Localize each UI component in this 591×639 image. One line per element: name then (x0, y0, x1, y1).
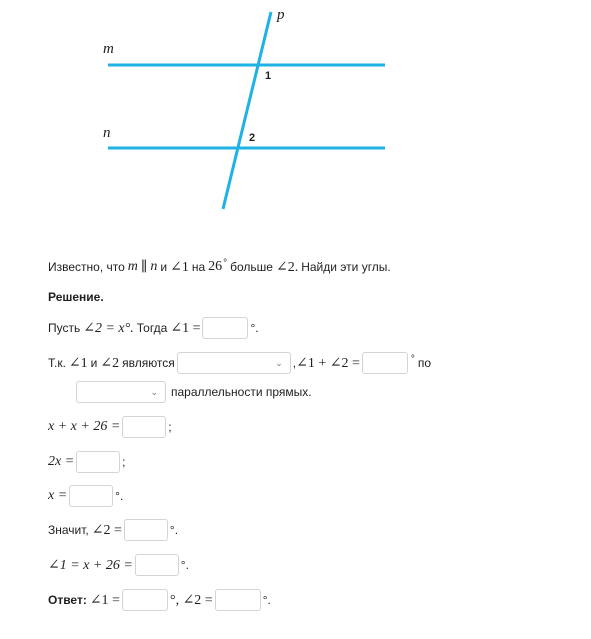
line1-text-1: Пусть (48, 321, 81, 335)
solution-line-2 (48, 351, 431, 375)
answer-label: Ответ: (48, 593, 87, 607)
solution-line-8 (48, 553, 189, 577)
angle-sum-input[interactable] (362, 352, 408, 374)
parallel-lines-figure (0, 0, 591, 230)
line8-equation: ∠1 = x + 26 = (48, 557, 133, 573)
line2-sum: ∠1 + ∠2 = (296, 355, 360, 371)
sum-equation-input[interactable] (122, 416, 166, 438)
line8-end: °. (180, 558, 189, 572)
var-n: n (150, 259, 158, 274)
line4-equation: x + x + 26 = (48, 419, 121, 434)
statement-text-5: Найди эти углы. (301, 260, 391, 274)
answer-angle-1: ∠1 = (89, 592, 120, 608)
solution-line-6 (48, 484, 123, 508)
statement-text-3: на (191, 260, 206, 274)
line2-text-2: и (90, 356, 98, 370)
angle-1-result-input[interactable] (135, 554, 179, 576)
line2-text-1: Т.к. (48, 356, 66, 370)
angle-type-select[interactable] (177, 352, 291, 374)
line3-text: параллельности прямых. (171, 385, 312, 399)
solution-line-7 (48, 518, 178, 542)
line2-angle-2: ∠2 (100, 355, 120, 371)
line6-equation: x = (48, 488, 68, 503)
line5-end: ; (122, 455, 126, 469)
property-select[interactable] (76, 381, 166, 403)
line2-text-4: по (417, 356, 432, 370)
line7-text: Значит, (48, 523, 89, 537)
line2-degree: ° (410, 353, 415, 365)
chevron-down-icon: ⌄ (150, 386, 158, 397)
chevron-down-icon: ⌄ (275, 357, 283, 368)
line2-angle-1: ∠1 (68, 355, 88, 371)
line2-text-3: являются (122, 356, 175, 370)
line4-end: ; (168, 420, 172, 434)
parallel-symbol: ∥ (140, 259, 148, 275)
angle-2-symbol: ∠2. (275, 259, 299, 275)
label-p: p (277, 7, 285, 23)
line7-equation: ∠2 = (91, 522, 122, 538)
line1-text-2: Тогда (136, 321, 168, 335)
line6-end: °. (115, 489, 124, 503)
statement-text-1: Известно, что (48, 260, 125, 274)
answer-angle-2-input[interactable] (215, 589, 261, 611)
problem-statement (48, 255, 391, 279)
answer-end: °. (262, 593, 271, 607)
answer-line (48, 588, 271, 612)
x-value-input[interactable] (69, 485, 113, 507)
label-n: n (103, 125, 111, 141)
solution-title: Решение. (48, 290, 104, 304)
var-m: m (127, 259, 138, 274)
solution-line-3 (48, 380, 312, 404)
solution-line-1 (48, 316, 259, 340)
line1-equation: ∠2 = x°. (83, 320, 134, 336)
label-m: m (103, 41, 114, 57)
line5-equation: 2x = (48, 454, 75, 469)
answer-angle-1-input[interactable] (122, 589, 168, 611)
two-x-input[interactable] (76, 451, 120, 473)
answer-angle-2-label: °, ∠2 = (169, 592, 213, 608)
angle-2-input[interactable] (124, 519, 168, 541)
solution-line-4 (48, 415, 172, 439)
statement-text-4: больше (230, 260, 273, 274)
statement-text-2: и (160, 260, 168, 274)
angle-1-symbol: ∠1 (170, 259, 189, 275)
line1-angle: ∠1 = (170, 320, 201, 336)
line2-comma: , (292, 356, 297, 370)
degree-symbol: ° (223, 257, 228, 269)
line1-degree: °. (250, 321, 259, 335)
number-26: 26 (208, 259, 223, 274)
angle-1-input[interactable] (202, 317, 248, 339)
solution-line-5 (48, 450, 126, 474)
line-p (223, 12, 271, 209)
label-angle-2: 2 (249, 132, 256, 144)
label-angle-1: 1 (265, 70, 272, 82)
line7-end: °. (169, 523, 179, 537)
